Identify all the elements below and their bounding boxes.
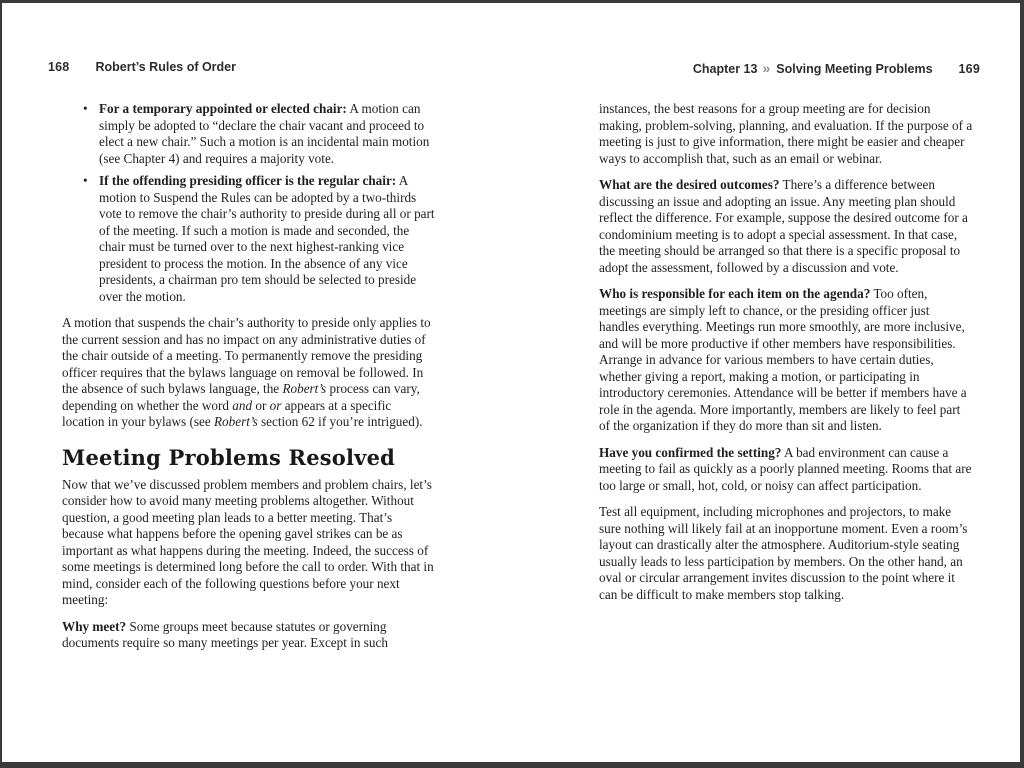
running-head-left xyxy=(48,60,236,74)
bullet-icon: • xyxy=(83,101,88,116)
paragraph-text: section 62 if you’re intrigued). xyxy=(257,414,423,429)
bullet-item xyxy=(83,173,436,305)
paragraph-text: or xyxy=(252,397,270,413)
running-head-right xyxy=(693,60,980,76)
paragraph-confirmed-setting xyxy=(599,445,973,495)
bullet-item xyxy=(83,101,436,167)
section-heading: Meeting Problems Resolved xyxy=(62,444,396,470)
page-number-right: 169 xyxy=(958,62,980,76)
bullet-lead: If the offending presiding officer is the regular chair: xyxy=(99,173,397,188)
italic-term: and xyxy=(232,397,253,413)
paragraph-test-equipment: Test all equipment, including microphones and projectors, to make sure nothing will likely fail at an inopportune moment. Even a room’s layout can drastically alter the atmosphere. Auditorium-style seating usually leads to less participation by members. On the other hand, an oval or circular arrangement invites discussion to the point where it can be difficult to make members stop talking. xyxy=(599,504,968,602)
paragraph-suspend-authority xyxy=(62,315,436,431)
running-head-left-title: Robert’s Rules of Order xyxy=(95,60,237,74)
paragraph-now-that: Now that we’ve discussed problem members and problem chairs, let’s consider how to avoid many meeting problems altogether. Without question, a good meeting plan leads to a better meeting. That’s because what happens before the opening gavel strikes can be as important as what happens during the meeting. Indeed, the success of some meetings is determined long before the call to order. With that in mind, consider each of the following questions before your next meeting: xyxy=(62,476,434,607)
paragraph-text: There’s a difference between discussing an issue and adopting an issue. Any meeting plan should reflect the difference. For example, suppose the desired outcome for a condominium meeting is to adopt a special assessment. In that case, the meeting should be arranged so that there is a specific proposal to adopt the assessment, followed by a discussion and vote. xyxy=(599,177,968,275)
paragraph-text: Some groups meet because statutes or governing documents require so many meetings per year. Except in such xyxy=(62,618,388,650)
chapter-label: Chapter 13 xyxy=(692,62,758,76)
paragraph-agenda-responsibility xyxy=(599,286,973,435)
left-column xyxy=(62,101,436,662)
italic-term: Robert’s xyxy=(282,381,327,396)
paragraph-text: Too often, meetings are simply left to chance, or the presiding officer just handles everything. Meetings run more smoothly, are more inclusive, and will be more productive if other members have responsibilities. Arrange in advance for various members to have certain duties, whether giving a report, making a motion, or participating in introductory ceremonies. Attendance will be better if members have a role in the agenda. More importantly, members are likely to feel part of the organization if they do more than sit and listen. xyxy=(599,286,967,433)
bullet-icon: • xyxy=(83,173,88,188)
paragraph-text: A motion that suspends the chair’s authority to preside only applies to the current session and has no impact on any administrative duties of the chair outside of a meeting. To permanently remove the presiding officer requires that the bylaws language on removal be followed. In the absence of such bylaws language, the xyxy=(62,315,431,396)
italic-term: Robert’s xyxy=(214,414,258,429)
paragraph-why-meet xyxy=(62,619,436,652)
bullet-text xyxy=(99,101,429,166)
question-lead: Why meet? xyxy=(62,618,127,634)
question-lead: Who is responsible for each item on the agenda? xyxy=(599,286,871,301)
right-column xyxy=(599,101,973,613)
bullet-lead: For a temporary appointed or elected chair: xyxy=(99,101,347,116)
page-number-left: 168 xyxy=(48,60,70,74)
paragraph-instances: instances, the best reasons for a group meeting are for decision making, problem-solving, planning, and evaluation. If the purpose of a meeting is just to give information, there might be easier and cheaper ways to accomplish that, such as an email or webinar. xyxy=(599,101,973,166)
paragraph-text: A bad environment can cause a meeting to fail as quickly as a poorly planned meeting. Rooms that are too large or small, hot, cold, or noisy can affect participation. xyxy=(599,444,972,493)
paragraph-text: appears at a specific location in your bylaws (see xyxy=(62,397,392,429)
chapter-title: Solving Meeting Problems xyxy=(776,62,933,76)
double-chevron-icon: » xyxy=(762,60,772,76)
book-spread xyxy=(2,3,1020,762)
question-lead: Have you confirmed the setting? xyxy=(599,444,782,460)
bullet-list xyxy=(62,101,436,305)
question-lead: What are the desired outcomes? xyxy=(599,177,780,192)
bullet-body: A motion can simply be adopted to “declare the chair vacant and proceed to elect a new chair.” Such a motion is an incidental main motion (see Chapter 4) and requires a majority vote. xyxy=(99,101,430,166)
paragraph-text: process can vary, depending on whether the word xyxy=(62,381,420,413)
bullet-body: A motion to Suspend the Rules can be adopted by a two-thirds vote to remove the chair’s authority to preside during all or part of the meeting. If such a motion is made and seconded, the chair must be turned over to the next highest-ranking vice president to process the motion. In the absence of any vice presidents, a chairman pro tem should be selected to preside over the motion. xyxy=(99,173,435,304)
bullet-text xyxy=(99,173,435,304)
paragraph-desired-outcomes xyxy=(599,177,973,276)
italic-term: or xyxy=(269,397,282,413)
